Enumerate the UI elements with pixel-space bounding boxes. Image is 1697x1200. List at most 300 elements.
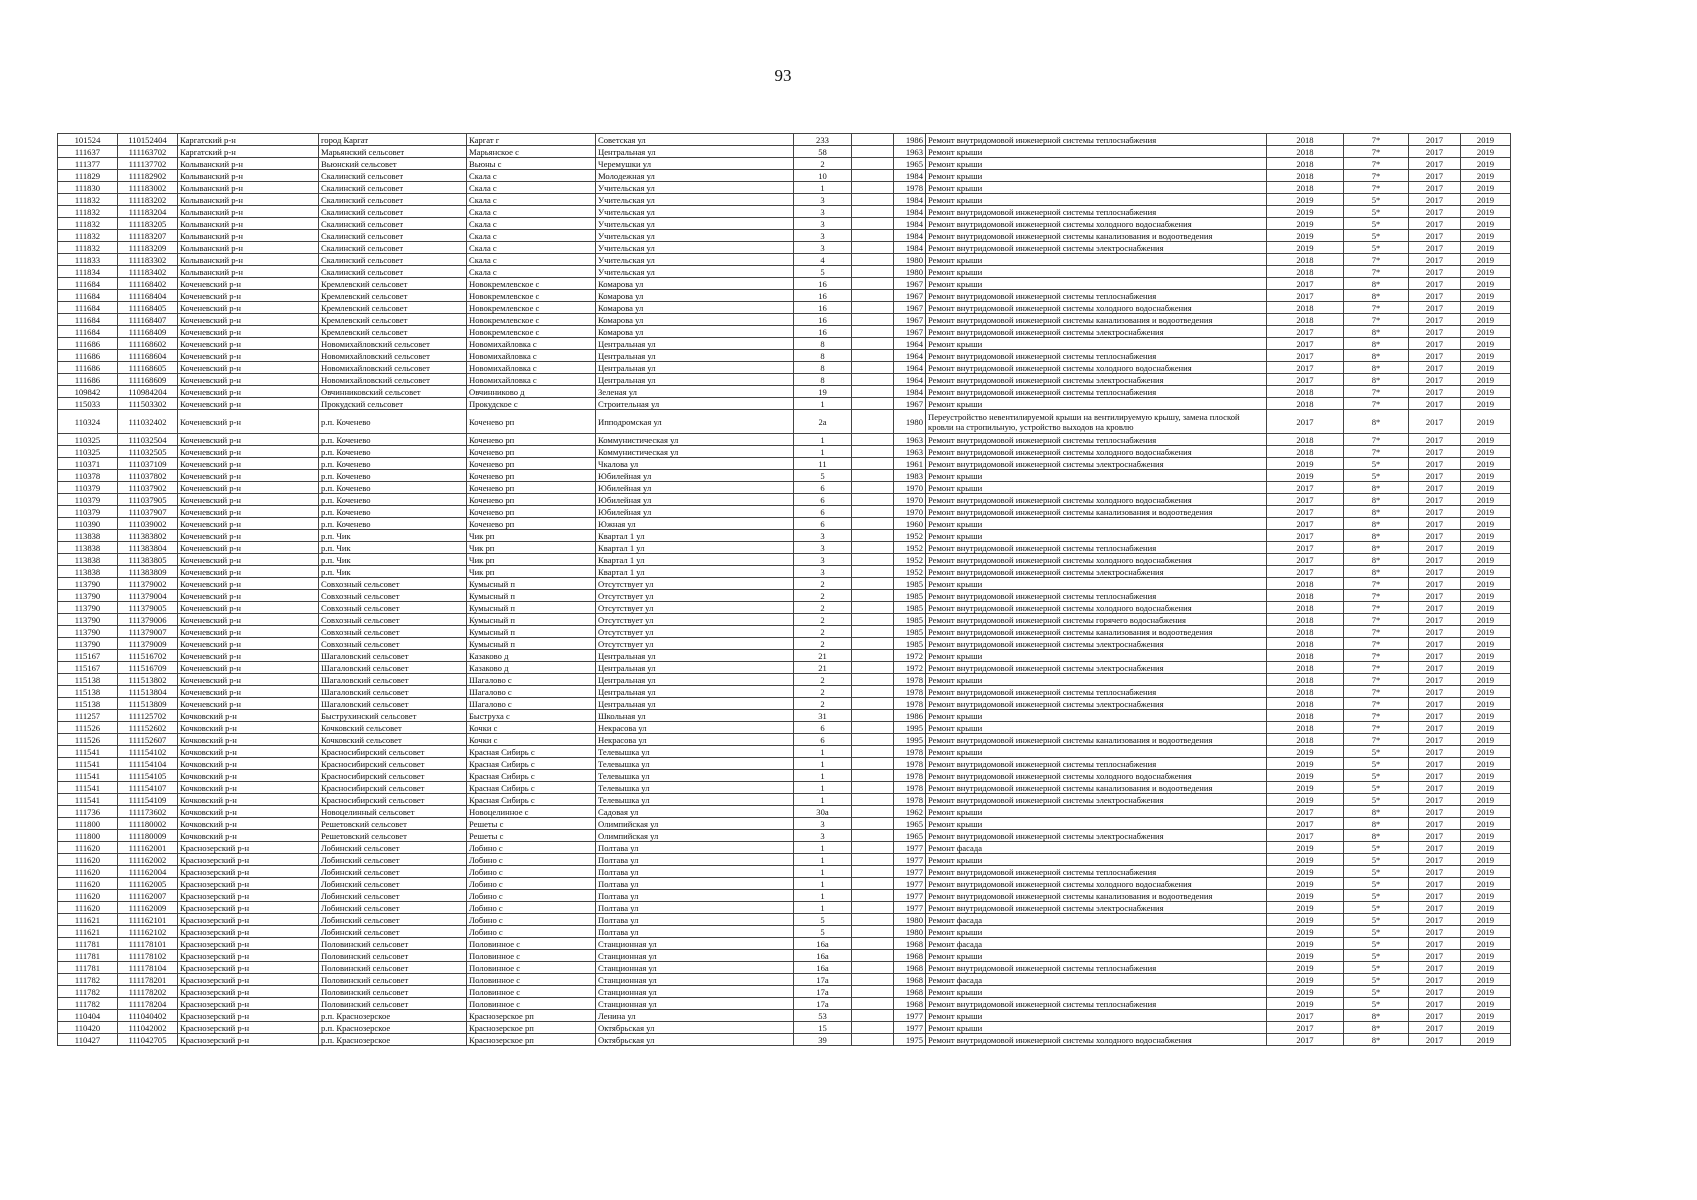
priority-mark: 8* <box>1344 818 1409 830</box>
period-start: 2017 <box>1409 206 1461 218</box>
period-end: 2019 <box>1461 626 1511 638</box>
table-row <box>58 734 1511 746</box>
plan-year: 2018 <box>1267 146 1344 158</box>
work-type: Ремонт крыши <box>926 746 1267 758</box>
locality: Половинное с <box>467 938 596 950</box>
build-year: 1978 <box>894 758 926 770</box>
house-number: 2 <box>794 626 852 638</box>
period-start: 2017 <box>1409 986 1461 998</box>
house-number: 1 <box>794 746 852 758</box>
empty-cell <box>852 986 894 998</box>
period-start: 2017 <box>1409 1010 1461 1022</box>
period-end: 2019 <box>1461 698 1511 710</box>
build-year: 1968 <box>894 974 926 986</box>
table-row <box>58 530 1511 542</box>
plan-year: 2017 <box>1267 350 1344 362</box>
house-number: 1 <box>794 446 852 458</box>
build-year: 1962 <box>894 806 926 818</box>
period-start: 2017 <box>1409 854 1461 866</box>
house-id: 111621 <box>58 926 118 938</box>
locality: Кумысный п <box>467 626 596 638</box>
period-start: 2017 <box>1409 410 1461 434</box>
work-type: Ремонт внутридомовой инженерной системы электроснабжения <box>926 830 1267 842</box>
locality: Лобино с <box>467 878 596 890</box>
house-number: 8 <box>794 362 852 374</box>
house-id: 110379 <box>58 494 118 506</box>
empty-cell <box>852 686 894 698</box>
house-id: 111782 <box>58 986 118 998</box>
locality: Новомихайловка с <box>467 374 596 386</box>
house-number: 2 <box>794 578 852 590</box>
work-id: 111137702 <box>118 158 178 170</box>
locality: Коченево рп <box>467 446 596 458</box>
work-id: 111178201 <box>118 974 178 986</box>
table-row <box>58 986 1511 998</box>
municipality: Совхозный сельсовет <box>319 578 467 590</box>
locality: Половинное с <box>467 998 596 1010</box>
house-number: 2 <box>794 674 852 686</box>
table-row <box>58 950 1511 962</box>
locality: Решеты с <box>467 818 596 830</box>
period-start: 2017 <box>1409 458 1461 470</box>
locality: Новомихайловка с <box>467 362 596 374</box>
house-number: 6 <box>794 482 852 494</box>
district: Коченевский р-н <box>178 578 319 590</box>
period-start: 2017 <box>1409 158 1461 170</box>
work-type: Ремонт крыши <box>926 854 1267 866</box>
work-id: 111173602 <box>118 806 178 818</box>
period-start: 2017 <box>1409 254 1461 266</box>
build-year: 1967 <box>894 278 926 290</box>
street: Комарова ул <box>596 278 794 290</box>
priority-mark: 7* <box>1344 590 1409 602</box>
locality: Коченево рп <box>467 410 596 434</box>
house-number: 16а <box>794 950 852 962</box>
priority-mark: 5* <box>1344 230 1409 242</box>
empty-cell <box>852 362 894 374</box>
period-end: 2019 <box>1461 506 1511 518</box>
locality: Новокремлевское с <box>467 290 596 302</box>
period-end: 2019 <box>1461 290 1511 302</box>
municipality: р.п. Коченево <box>319 410 467 434</box>
house-number: 17а <box>794 974 852 986</box>
house-id: 111686 <box>58 338 118 350</box>
street: Станционная ул <box>596 962 794 974</box>
locality: Кумысный п <box>467 578 596 590</box>
street: Полтава ул <box>596 878 794 890</box>
district: Коченевский р-н <box>178 278 319 290</box>
priority-mark: 8* <box>1344 350 1409 362</box>
municipality: Кремлевский сельсовет <box>319 326 467 338</box>
house-number: 19 <box>794 386 852 398</box>
municipality: Половинский сельсовет <box>319 998 467 1010</box>
street: Полтава ул <box>596 926 794 938</box>
house-id: 111541 <box>58 794 118 806</box>
work-type: Ремонт внутридомовой инженерной системы теплоснабжения <box>926 758 1267 770</box>
build-year: 1970 <box>894 482 926 494</box>
district: Коченевский р-н <box>178 326 319 338</box>
table-row <box>58 362 1511 374</box>
house-id: 111526 <box>58 722 118 734</box>
work-type: Ремонт крыши <box>926 518 1267 530</box>
plan-year: 2017 <box>1267 374 1344 386</box>
district: Краснозерский р-н <box>178 962 319 974</box>
house-number: 11 <box>794 458 852 470</box>
district: Краснозерский р-н <box>178 866 319 878</box>
house-id: 111686 <box>58 350 118 362</box>
house-number: 5 <box>794 470 852 482</box>
period-end: 2019 <box>1461 374 1511 386</box>
empty-cell <box>852 782 894 794</box>
period-start: 2017 <box>1409 602 1461 614</box>
house-number: 3 <box>794 530 852 542</box>
plan-year: 2018 <box>1267 662 1344 674</box>
work-type: Переустройство невентилируемой крыши на вентилируемую крышу, замена плоской кровли на стропильную, устройство выходов на кровлю <box>926 410 1267 434</box>
table-row <box>58 134 1511 146</box>
locality: Чик рп <box>467 542 596 554</box>
period-start: 2017 <box>1409 398 1461 410</box>
district: Краснозерский р-н <box>178 1022 319 1034</box>
locality: Лобино с <box>467 854 596 866</box>
plan-year: 2019 <box>1267 242 1344 254</box>
municipality: Шагаловский сельсовет <box>319 674 467 686</box>
house-number: 10 <box>794 170 852 182</box>
municipality: Совхозный сельсовет <box>319 626 467 638</box>
municipality: Половинский сельсовет <box>319 938 467 950</box>
work-id: 111182902 <box>118 170 178 182</box>
work-type: Ремонт внутридомовой инженерной системы холодного водоснабжения <box>926 770 1267 782</box>
locality: Коченево рп <box>467 458 596 470</box>
work-id: 111516709 <box>118 662 178 674</box>
table-row <box>58 542 1511 554</box>
municipality: Красносибирский сельсовет <box>319 794 467 806</box>
street: Садовая ул <box>596 806 794 818</box>
build-year: 1964 <box>894 350 926 362</box>
work-id: 111183202 <box>118 194 178 206</box>
district: Колыванский р-н <box>178 242 319 254</box>
house-id: 115138 <box>58 698 118 710</box>
period-start: 2017 <box>1409 542 1461 554</box>
table-row <box>58 926 1511 938</box>
table-row <box>58 302 1511 314</box>
period-end: 2019 <box>1461 902 1511 914</box>
house-number: 1 <box>794 902 852 914</box>
priority-mark: 8* <box>1344 518 1409 530</box>
priority-mark: 7* <box>1344 266 1409 278</box>
work-id: 111154102 <box>118 746 178 758</box>
period-end: 2019 <box>1461 986 1511 998</box>
build-year: 1984 <box>894 194 926 206</box>
empty-cell <box>852 638 894 650</box>
build-year: 1963 <box>894 434 926 446</box>
table-row <box>58 326 1511 338</box>
street: Юбилейная ул <box>596 470 794 482</box>
plan-year: 2018 <box>1267 626 1344 638</box>
period-start: 2017 <box>1409 170 1461 182</box>
table-row <box>58 158 1511 170</box>
work-id: 110984204 <box>118 386 178 398</box>
period-start: 2017 <box>1409 638 1461 650</box>
plan-year: 2019 <box>1267 794 1344 806</box>
locality: Красная Сибирь с <box>467 770 596 782</box>
priority-mark: 5* <box>1344 194 1409 206</box>
district: Краснозерский р-н <box>178 1034 319 1046</box>
period-end: 2019 <box>1461 998 1511 1010</box>
house-id: 111684 <box>58 314 118 326</box>
empty-cell <box>852 446 894 458</box>
plan-year: 2019 <box>1267 758 1344 770</box>
house-id: 111541 <box>58 758 118 770</box>
empty-cell <box>852 518 894 530</box>
street: Ленина ул <box>596 1010 794 1022</box>
priority-mark: 8* <box>1344 362 1409 374</box>
priority-mark: 8* <box>1344 494 1409 506</box>
work-type: Ремонт внутридомовой инженерной системы канализования и водоотведения <box>926 626 1267 638</box>
build-year: 1978 <box>894 746 926 758</box>
district: Коченевский р-н <box>178 518 319 530</box>
empty-cell <box>852 242 894 254</box>
table-row <box>58 518 1511 530</box>
municipality: Лобинский сельсовет <box>319 890 467 902</box>
street: Телевышка ул <box>596 758 794 770</box>
empty-cell <box>852 650 894 662</box>
period-end: 2019 <box>1461 938 1511 950</box>
locality: Половинное с <box>467 974 596 986</box>
build-year: 1985 <box>894 638 926 650</box>
municipality: Кочковский сельсовет <box>319 734 467 746</box>
period-end: 2019 <box>1461 242 1511 254</box>
period-end: 2019 <box>1461 590 1511 602</box>
period-end: 2019 <box>1461 818 1511 830</box>
work-type: Ремонт крыши <box>926 470 1267 482</box>
table-row <box>58 566 1511 578</box>
house-number: 16 <box>794 290 852 302</box>
locality: Чик рп <box>467 530 596 542</box>
work-type: Ремонт внутридомовой инженерной системы холодного водоснабжения <box>926 302 1267 314</box>
street: Полтава ул <box>596 854 794 866</box>
work-type: Ремонт внутридомовой инженерной системы канализования и водоотведения <box>926 506 1267 518</box>
house-id: 111832 <box>58 194 118 206</box>
house-id: 111832 <box>58 242 118 254</box>
priority-mark: 5* <box>1344 950 1409 962</box>
work-type: Ремонт внутридомовой инженерной системы теплоснабжения <box>926 590 1267 602</box>
locality: Шагалово с <box>467 698 596 710</box>
municipality: Скалинский сельсовет <box>319 182 467 194</box>
district: Краснозерский р-н <box>178 890 319 902</box>
municipality: Половинский сельсовет <box>319 986 467 998</box>
priority-mark: 7* <box>1344 158 1409 170</box>
table-row <box>58 746 1511 758</box>
house-number: 16 <box>794 314 852 326</box>
house-number: 17а <box>794 986 852 998</box>
period-end: 2019 <box>1461 566 1511 578</box>
municipality: р.п. Коченево <box>319 470 467 482</box>
house-id: 113790 <box>58 626 118 638</box>
district: Коченевский р-н <box>178 674 319 686</box>
plan-year: 2017 <box>1267 278 1344 290</box>
work-type: Ремонт внутридомовой инженерной системы теплоснабжения <box>926 386 1267 398</box>
house-number: 3 <box>794 818 852 830</box>
street: Учительская ул <box>596 242 794 254</box>
locality: Лобино с <box>467 866 596 878</box>
district: Колыванский р-н <box>178 182 319 194</box>
period-start: 2017 <box>1409 950 1461 962</box>
municipality: р.п. Коченево <box>319 518 467 530</box>
empty-cell <box>852 974 894 986</box>
street: Полтава ул <box>596 914 794 926</box>
plan-year: 2018 <box>1267 446 1344 458</box>
empty-cell <box>852 182 894 194</box>
table-row <box>58 410 1511 434</box>
period-end: 2019 <box>1461 230 1511 242</box>
build-year: 1952 <box>894 554 926 566</box>
plan-year: 2018 <box>1267 266 1344 278</box>
plan-year: 2017 <box>1267 542 1344 554</box>
period-end: 2019 <box>1461 350 1511 362</box>
priority-mark: 8* <box>1344 374 1409 386</box>
district: Колыванский р-н <box>178 218 319 230</box>
house-id: 113790 <box>58 590 118 602</box>
work-type: Ремонт внутридомовой инженерной системы холодного водоснабжения <box>926 602 1267 614</box>
work-type: Ремонт внутридомовой инженерной системы электроснабжения <box>926 458 1267 470</box>
municipality: Красносибирский сельсовет <box>319 782 467 794</box>
street: Чкалова ул <box>596 458 794 470</box>
plan-year: 2019 <box>1267 206 1344 218</box>
district: Коченевский р-н <box>178 638 319 650</box>
build-year: 1960 <box>894 518 926 530</box>
work-type: Ремонт внутридомовой инженерной системы холодного водоснабжения <box>926 218 1267 230</box>
house-id: 111834 <box>58 266 118 278</box>
empty-cell <box>852 854 894 866</box>
period-start: 2017 <box>1409 470 1461 482</box>
table-row <box>58 866 1511 878</box>
municipality: Кремлевский сельсовет <box>319 302 467 314</box>
house-number: 30а <box>794 806 852 818</box>
priority-mark: 8* <box>1344 530 1409 542</box>
municipality: р.п. Коченево <box>319 458 467 470</box>
plan-year: 2017 <box>1267 830 1344 842</box>
house-id: 110427 <box>58 1034 118 1046</box>
municipality: р.п. Коченево <box>319 446 467 458</box>
priority-mark: 8* <box>1344 278 1409 290</box>
street: Отсутствует ул <box>596 602 794 614</box>
work-type: Ремонт внутридомовой инженерной системы теплоснабжения <box>926 134 1267 146</box>
municipality: р.п. Чик <box>319 530 467 542</box>
street: Центральная ул <box>596 362 794 374</box>
empty-cell <box>852 278 894 290</box>
period-start: 2017 <box>1409 866 1461 878</box>
house-id: 111832 <box>58 230 118 242</box>
municipality: р.п. Коченево <box>319 434 467 446</box>
locality: Лобино с <box>467 914 596 926</box>
house-id: 111621 <box>58 914 118 926</box>
period-start: 2017 <box>1409 362 1461 374</box>
work-type: Ремонт крыши <box>926 674 1267 686</box>
build-year: 1983 <box>894 470 926 482</box>
period-end: 2019 <box>1461 134 1511 146</box>
build-year: 1978 <box>894 698 926 710</box>
priority-mark: 5* <box>1344 926 1409 938</box>
build-year: 1977 <box>894 1010 926 1022</box>
municipality: р.п. Коченево <box>319 494 467 506</box>
period-start: 2017 <box>1409 1022 1461 1034</box>
street: Молодежная ул <box>596 170 794 182</box>
priority-mark: 5* <box>1344 746 1409 758</box>
house-id: 110390 <box>58 518 118 530</box>
plan-year: 2018 <box>1267 638 1344 650</box>
table-row <box>58 674 1511 686</box>
work-type: Ремонт внутридомовой инженерной системы электроснабжения <box>926 698 1267 710</box>
house-id: 111620 <box>58 878 118 890</box>
period-end: 2019 <box>1461 686 1511 698</box>
district: Краснозерский р-н <box>178 914 319 926</box>
house-number: 2 <box>794 698 852 710</box>
work-id: 111154107 <box>118 782 178 794</box>
street: Коммунистическая ул <box>596 446 794 458</box>
locality: Новокремлевское с <box>467 314 596 326</box>
work-type: Ремонт внутридомовой инженерной системы теплоснабжения <box>926 998 1267 1010</box>
table-row <box>58 602 1511 614</box>
work-id: 111032402 <box>118 410 178 434</box>
build-year: 1986 <box>894 710 926 722</box>
work-type: Ремонт внутридомовой инженерной системы холодного водоснабжения <box>926 878 1267 890</box>
priority-mark: 8* <box>1344 326 1409 338</box>
house-id: 111829 <box>58 170 118 182</box>
work-type: Ремонт внутридомовой инженерной системы теплоснабжения <box>926 866 1267 878</box>
municipality: Новомихайловский сельсовет <box>319 338 467 350</box>
locality: Красная Сибирь с <box>467 794 596 806</box>
table-row <box>58 830 1511 842</box>
empty-cell <box>852 746 894 758</box>
municipality: Совхозный сельсовет <box>319 614 467 626</box>
build-year: 1977 <box>894 842 926 854</box>
work-id: 111032504 <box>118 434 178 446</box>
district: Коченевский р-н <box>178 542 319 554</box>
work-type: Ремонт крыши <box>926 338 1267 350</box>
district: Краснозерский р-н <box>178 998 319 1010</box>
period-start: 2017 <box>1409 242 1461 254</box>
table-row <box>58 506 1511 518</box>
house-number: 5 <box>794 914 852 926</box>
locality: Чик рп <box>467 566 596 578</box>
priority-mark: 5* <box>1344 962 1409 974</box>
work-type: Ремонт крыши <box>926 530 1267 542</box>
street: Станционная ул <box>596 950 794 962</box>
priority-mark: 8* <box>1344 830 1409 842</box>
work-type: Ремонт внутридомовой инженерной системы теплоснабжения <box>926 434 1267 446</box>
house-number: 1 <box>794 794 852 806</box>
empty-cell <box>852 314 894 326</box>
period-end: 2019 <box>1461 458 1511 470</box>
plan-year: 2018 <box>1267 578 1344 590</box>
priority-mark: 7* <box>1344 662 1409 674</box>
empty-cell <box>852 770 894 782</box>
locality: Кумысный п <box>467 602 596 614</box>
house-id: 111800 <box>58 818 118 830</box>
plan-year: 2018 <box>1267 710 1344 722</box>
locality: Половинное с <box>467 962 596 974</box>
street: Отсутствует ул <box>596 614 794 626</box>
empty-cell <box>852 566 894 578</box>
plan-year: 2017 <box>1267 818 1344 830</box>
locality: Коченево рп <box>467 470 596 482</box>
work-type: Ремонт внутридомовой инженерной системы холодного водоснабжения <box>926 494 1267 506</box>
house-number: 8 <box>794 350 852 362</box>
house-number: 2 <box>794 614 852 626</box>
locality: Овчинниково д <box>467 386 596 398</box>
work-type: Ремонт крыши <box>926 710 1267 722</box>
street: Ипподромская ул <box>596 410 794 434</box>
